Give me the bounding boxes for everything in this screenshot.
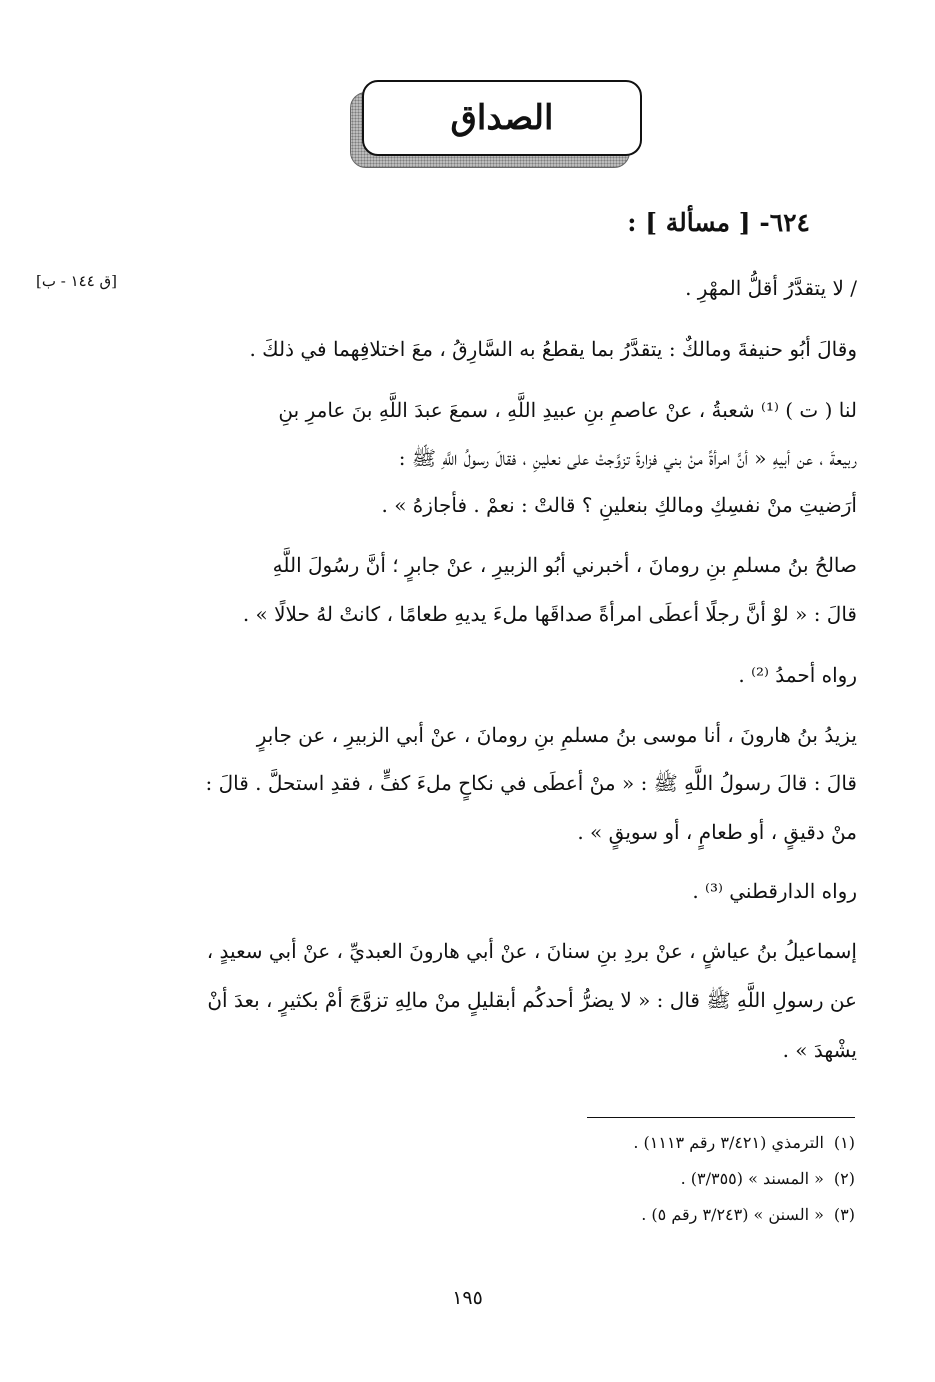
footnote (681, 1167, 855, 1191)
footnote-number: (١) (833, 1133, 855, 1152)
footnote-number: (٣) (833, 1205, 855, 1224)
text-line: منْ دقيقٍ ، أو طعامٍ ، أو سويقٍ » . (577, 820, 857, 844)
text-line: يزيدُ بنُ هارونَ ، أنا موسى بنُ مسلمِ بنِ رومانَ ، عنْ أبي الزبيرِ ، عن جابرٍ (256, 723, 857, 747)
text-line: ربيعةَ ، عن أبيهِ « أنَّ امرأةً منْ بني فزارةَ تزوَّجتْ على نعلينِ ، فقالَ رسولُ اللَّهِ ﷺ : (398, 446, 857, 470)
text-line: يشْهدَ » . (782, 1038, 857, 1062)
footnote-divider (587, 1117, 855, 1118)
margin-reference: [ق ١٤٤ - ب] (36, 272, 118, 290)
text-line: رواه أحمدُ ⁽²⁾ . (738, 663, 857, 687)
text-line: أرَضيتِ منْ نفسِكِ ومالكِ بنعلينِ ؟ قالتْ : نعمْ . فأجازهُ » . (381, 493, 857, 517)
issue-heading: ٦٢٤- [ مسألة ] : (627, 208, 810, 237)
text-line: قالَ : « لوْ أنَّ رجلًا أعطَى امرأةً صداقَها ملءَ يديهِ طعامًا ، كانتْ لهُ حلالًا » . (242, 602, 857, 626)
text-line: / لا يتقدَّرُ أقلُّ المهْرِ . (685, 276, 857, 300)
footnote-text: « المسند » (٣/٣٥٥) . (680, 1169, 824, 1188)
chapter-title-frame (350, 80, 650, 170)
footnote-text: الترمذي (٣/٤٢١ رقم ١١١٣) . (633, 1133, 824, 1152)
text-line: قالَ : قالَ رسولُ اللَّهِ ﷺ : « منْ أعطَى في نكاحٍ ملءَ كفٍّ ، فقدِ استحلَّ . قالَ : (205, 771, 857, 795)
text-line: لنا ( ت ) ⁽¹⁾ شعبةُ ، عنْ عاصمِ بنِ عبيدِ اللَّهِ ، سمعَ عبدَ اللَّهِ بنَ عامرِ بنِ (278, 398, 857, 422)
text-line: صالحُ بنُ مسلمِ بنِ رومانَ ، أخبرني أبُو الزبيرِ ، عنْ جابرٍ ؛ أنَّ رسُولَ اللَّهِ (272, 553, 857, 577)
footnote (633, 1131, 855, 1155)
chapter-title: الصداق (450, 98, 554, 138)
text-line: إسماعيلُ بنُ عياشٍ ، عنْ بردِ بنِ سنانَ ، عنْ أبي هارونَ العبديِّ ، عنْ أبي سعيدٍ ، (206, 939, 857, 963)
text-line: وقالَ أبُو حنيفةَ ومالكٌ : يتقدَّرُ بما يقطعُ به السَّارِقُ ، معَ اختلافِهما في ذلكَ . (249, 337, 857, 361)
footnote-number: (٢) (833, 1169, 855, 1188)
text-line: رواه الدارقطني ⁽³⁾ . (692, 879, 857, 903)
page-number: ١٩٥ (452, 1287, 483, 1309)
text-line: عن رسولِ اللَّهِ ﷺ قال : « لا يضرُّ أحدكُم أبقليلٍ منْ مالِهِ تزوَّجَ أمْ بكثيرٍ ، بعدَ أنْ (207, 988, 857, 1012)
chapter-title-box (362, 80, 642, 156)
footnote-text: « السنن » (٣/٢٤٣ رقم ٥) . (641, 1205, 824, 1224)
footnote (641, 1203, 855, 1227)
